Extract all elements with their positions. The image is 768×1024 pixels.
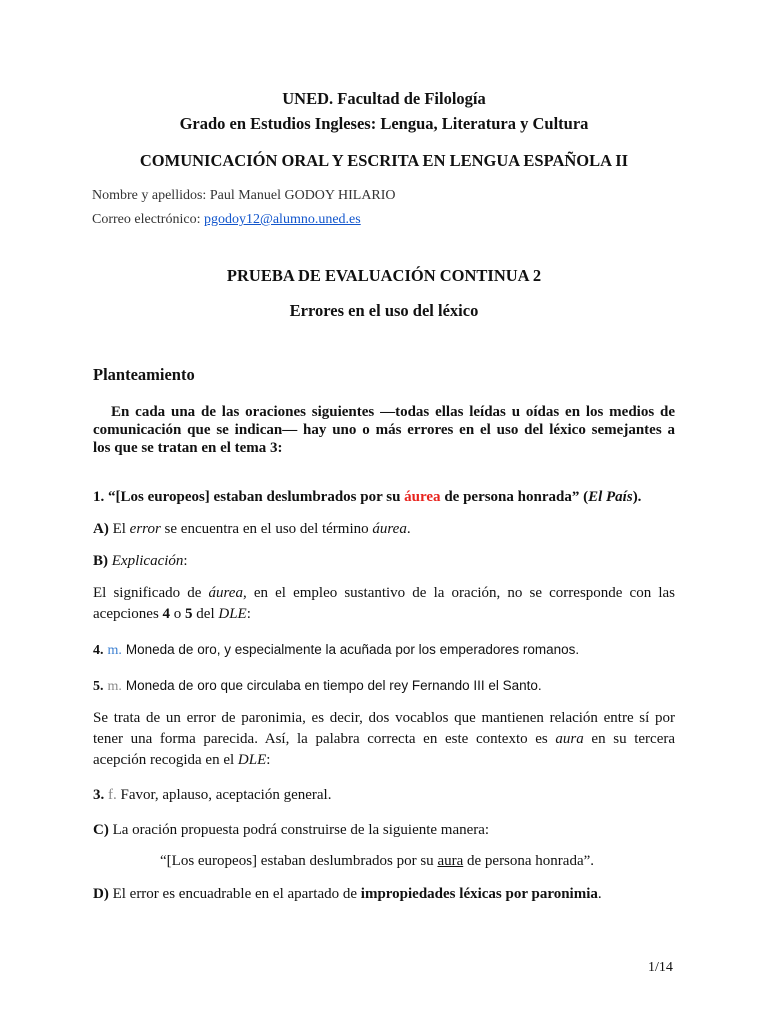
item-1-sentence	[93, 489, 641, 506]
definition-5	[93, 677, 542, 695]
item-1-quote-end: de persona honrada” (	[444, 489, 589, 505]
part-a-text-1: El	[112, 521, 126, 537]
part-d-line	[93, 886, 602, 903]
part-b-p1-acepciones: acepciones	[93, 606, 159, 622]
part-b-label: B)	[93, 553, 108, 569]
part-b-p1-del: del	[196, 606, 215, 622]
part-b-p2-term: aura	[555, 731, 584, 747]
part-b-p1-text-b: , en el empleo sustantivo de la oración, no se corresponde con las	[242, 585, 676, 601]
assignment-subtitle: Errores en el uso del léxico	[289, 301, 479, 320]
part-d-category: impropiedades léxicas por paronimia	[360, 886, 598, 902]
university-heading: UNED. Facultad de Filología	[282, 89, 486, 108]
part-b-para-2-line-3	[93, 752, 270, 769]
part-a-label: A)	[93, 521, 109, 537]
definition-3	[93, 787, 331, 804]
intro-line-3: los que se tratan en el tema 3:	[93, 440, 283, 456]
part-a-error: error	[129, 521, 161, 537]
definition-3-grammar: f.	[108, 787, 117, 803]
intro-line-1: En cada una de las oraciones siguientes —todas ellas leídas u oídas en los medios de	[111, 404, 675, 420]
part-b-p2-text-b: en su tercera	[591, 731, 676, 747]
student-name-line	[92, 188, 396, 204]
student-email-label: Correo electrónico:	[92, 212, 201, 227]
definition-3-text: Favor, aplauso, aceptación general.	[120, 787, 332, 803]
item-1-close: ).	[632, 489, 642, 505]
section-heading: Planteamiento	[93, 365, 195, 384]
student-email-link[interactable]: pgodoy12@alumno.uned.es	[203, 212, 361, 227]
intro-line-2: comunicación que se indican— hay uno o más errores en el uso del léxico semejantes a	[93, 422, 675, 438]
student-name-label: Nombre y apellidos:	[92, 188, 207, 203]
part-b-p1-end: :	[246, 606, 251, 622]
definition-5-number: 5.	[93, 679, 104, 694]
part-c-quote	[160, 853, 594, 870]
part-b-p1-dle: DLE	[218, 606, 247, 622]
part-b-para-2-line-1: Se trata de un error de paronimia, es decir, dos vocablos que mantienen relación entre sí por	[93, 710, 675, 726]
part-c-quote-word: aura	[437, 853, 464, 869]
part-b-colon: :	[183, 553, 188, 569]
part-a-text-2: se encuentra en el uso del término	[164, 521, 369, 537]
definition-5-grammar: m.	[107, 679, 122, 694]
part-a-term: áurea	[372, 521, 407, 537]
part-c-quote-start: “[Los europeos] estaban deslumbrados por su	[160, 853, 434, 869]
item-1-quote-start: “[Los europeos] estaban deslumbrados por su	[108, 489, 401, 505]
definition-4-grammar: m.	[107, 643, 122, 658]
part-b-p2-end: :	[266, 752, 271, 768]
part-b-heading-line	[93, 553, 188, 570]
definition-5-text: Moneda de oro que circulaba en tiempo del rey Fernando III el Santo.	[125, 678, 542, 693]
part-b-p1-n4: 4	[162, 606, 171, 622]
part-b-p2-acepcion: acepción recogida en el	[93, 752, 235, 768]
degree-heading: Grado en Estudios Ingleses: Lengua, Literatura y Cultura	[179, 114, 589, 133]
part-c-label: C)	[93, 822, 109, 838]
part-c-quote-end: de persona honrada”.	[467, 853, 595, 869]
item-1-error-word: áurea	[404, 489, 441, 505]
part-b-para-2-line-2	[93, 731, 675, 748]
part-d-text: El error es encuadrable en el apartado de	[112, 886, 358, 902]
part-b-p2-dle: DLE	[237, 752, 267, 768]
definition-4	[93, 641, 579, 659]
part-a-end: .	[406, 521, 411, 537]
assignment-title: PRUEBA DE EVALUACIÓN CONTINUA 2	[226, 266, 542, 285]
item-1-source: El País	[588, 489, 633, 505]
course-title: COMUNICACIÓN ORAL Y ESCRITA EN LENGUA ESPAÑOLA II	[139, 151, 629, 170]
item-1-number: 1.	[93, 489, 105, 505]
part-b-heading: Explicación	[111, 553, 184, 569]
definition-4-text: Moneda de oro, y especialmente la acuñada por los emperadores romanos.	[125, 642, 580, 657]
part-b-p1-term: áurea	[208, 585, 243, 601]
part-d-end: .	[597, 886, 602, 902]
part-c-text: La oración propuesta podrá construirse de la siguiente manera:	[112, 822, 490, 838]
part-b-p1-o: o	[173, 606, 182, 622]
part-a-line	[93, 521, 411, 538]
part-b-p1-text-a: El significado de	[93, 585, 202, 601]
part-b-para-1-line-2	[93, 606, 251, 623]
definition-3-number: 3.	[93, 787, 105, 803]
part-b-p2-text-a: tener una forma parecida. Así, la palabra correcta en este contexto es	[93, 731, 548, 747]
part-c-line	[93, 822, 489, 839]
student-email-line	[92, 212, 361, 228]
definition-4-number: 4.	[93, 643, 104, 658]
part-b-para-1-line-1	[93, 585, 675, 602]
part-d-label: D)	[93, 886, 109, 902]
student-name-value: Paul Manuel GODOY HILARIO	[209, 188, 396, 203]
part-b-p1-n5: 5	[185, 606, 193, 622]
page-number: 1/14	[648, 960, 673, 975]
